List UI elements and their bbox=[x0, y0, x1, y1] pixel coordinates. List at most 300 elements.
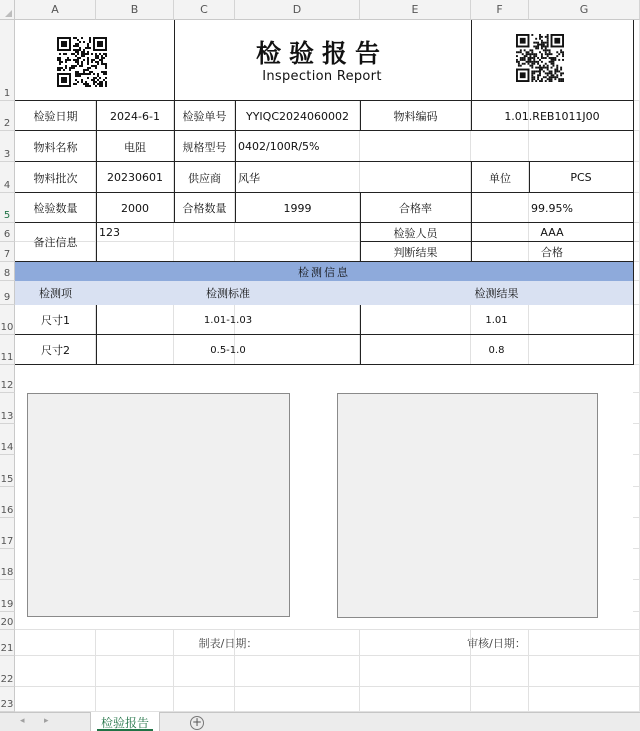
qr-module bbox=[85, 73, 87, 75]
qr-module bbox=[89, 85, 91, 87]
qr-module bbox=[560, 69, 562, 71]
unit-value[interactable]: PCS bbox=[570, 171, 592, 184]
qr-module bbox=[551, 61, 553, 63]
qr-module bbox=[520, 65, 522, 67]
qr-module bbox=[83, 83, 85, 85]
qr-module bbox=[554, 76, 556, 78]
qr-module bbox=[75, 43, 77, 45]
qr-module bbox=[57, 49, 71, 51]
qr-module bbox=[79, 65, 81, 67]
qr-module bbox=[535, 42, 537, 44]
row-header-22[interactable]: 22 bbox=[0, 656, 15, 687]
select-all-corner[interactable] bbox=[0, 0, 15, 20]
qr-module bbox=[87, 67, 89, 69]
qr-module bbox=[545, 47, 547, 49]
qr-module bbox=[57, 59, 59, 61]
row-header-20[interactable]: 20 bbox=[0, 612, 15, 630]
qr-module bbox=[83, 73, 85, 75]
detect-row-item: 尺寸1 bbox=[41, 314, 70, 327]
qr-module bbox=[562, 72, 564, 74]
qr-module bbox=[535, 46, 537, 48]
qr-module bbox=[105, 63, 107, 65]
qr-module bbox=[93, 49, 107, 51]
batch-value[interactable]: 20230601 bbox=[107, 171, 163, 184]
reviewer-date-label: 审核/日期： bbox=[467, 637, 526, 650]
pass-qty-value[interactable]: 1999 bbox=[283, 201, 312, 215]
qr-module bbox=[105, 81, 107, 83]
qr-module bbox=[73, 45, 75, 47]
row-header-2[interactable]: 2 bbox=[0, 101, 15, 131]
qr-module bbox=[545, 67, 547, 69]
qr-module bbox=[531, 49, 533, 51]
qr-module bbox=[560, 74, 562, 76]
qr-module bbox=[57, 37, 59, 51]
qr-module bbox=[75, 65, 77, 67]
qr-module bbox=[551, 63, 553, 65]
qr-module bbox=[91, 59, 93, 61]
photo-placeholder-right[interactable] bbox=[337, 393, 598, 618]
row-header-16[interactable]: 16 bbox=[0, 487, 15, 518]
qr-module bbox=[81, 65, 83, 67]
row-header-21[interactable]: 21 bbox=[0, 630, 15, 656]
qr-module bbox=[105, 71, 107, 73]
qr-module bbox=[556, 67, 558, 69]
qr-module bbox=[535, 38, 537, 40]
qr-module bbox=[89, 41, 91, 43]
row-header-10[interactable]: 10 bbox=[0, 305, 15, 335]
detect-header-standard: 检测标准 bbox=[206, 287, 250, 300]
row-header-23[interactable]: 23 bbox=[0, 687, 15, 712]
row-header-8[interactable]: 8 bbox=[0, 262, 15, 281]
qr-module bbox=[551, 59, 553, 61]
qr-module bbox=[528, 59, 530, 61]
qr-module bbox=[103, 73, 105, 75]
qr-module bbox=[93, 79, 95, 81]
qr-module bbox=[91, 65, 93, 67]
qr-module bbox=[89, 67, 91, 69]
table-border bbox=[633, 20, 634, 365]
qr-module bbox=[535, 67, 537, 69]
qr-module bbox=[545, 72, 547, 74]
qty-label: 检验数量 bbox=[33, 202, 78, 215]
qr-module bbox=[57, 67, 59, 69]
qr-module bbox=[83, 71, 85, 73]
row-header-9[interactable]: 9 bbox=[0, 281, 15, 305]
unit-label: 单位 bbox=[489, 171, 511, 185]
detect-row-standard[interactable]: 0.5-1.0 bbox=[210, 344, 246, 356]
qr-module bbox=[537, 42, 539, 44]
qr-code-right-icon bbox=[516, 34, 564, 82]
qr-module bbox=[105, 77, 107, 79]
pass-rate-value[interactable]: 99.95% bbox=[531, 201, 573, 215]
qr-module bbox=[87, 59, 89, 61]
qr-module bbox=[537, 61, 539, 63]
qr-module bbox=[75, 45, 77, 47]
row-header-3[interactable]: 3 bbox=[0, 131, 15, 162]
qr-module bbox=[79, 73, 81, 75]
detect-row-result[interactable]: 0.8 bbox=[488, 344, 505, 356]
qr-module bbox=[551, 70, 553, 72]
qr-module bbox=[95, 67, 97, 69]
prev-sheet-icon[interactable]: ◂ bbox=[20, 716, 25, 726]
qr-module bbox=[103, 57, 105, 59]
row-header-1[interactable]: 1 bbox=[0, 20, 15, 101]
qr-module bbox=[93, 73, 95, 75]
qr-module bbox=[97, 75, 99, 77]
qr-module bbox=[75, 75, 77, 77]
column-header-c[interactable]: C bbox=[174, 0, 235, 20]
qr-module bbox=[69, 37, 71, 51]
qr-module bbox=[551, 78, 553, 80]
qr-module bbox=[531, 72, 533, 74]
qr-module bbox=[541, 44, 543, 46]
qr-module bbox=[73, 67, 75, 69]
qr-module bbox=[526, 61, 528, 63]
judge-label: 判断结果 bbox=[393, 245, 438, 259]
qr-module bbox=[87, 45, 89, 47]
qr-module bbox=[552, 59, 554, 61]
inspect-date-label: 检验日期 bbox=[33, 110, 78, 123]
qr-module bbox=[69, 69, 71, 71]
qr-module bbox=[95, 85, 97, 87]
next-sheet-icon[interactable]: ▸ bbox=[44, 716, 49, 726]
qr-module bbox=[560, 67, 562, 69]
qr-module bbox=[539, 51, 541, 53]
qr-module bbox=[539, 70, 541, 72]
qr-module bbox=[83, 59, 85, 61]
column-header-g[interactable]: G bbox=[529, 0, 640, 20]
pass-qty-label: 合格数量 bbox=[182, 202, 227, 215]
qr-module bbox=[61, 77, 67, 83]
qr-module bbox=[81, 63, 83, 65]
spec-label: 规格型号 bbox=[182, 140, 227, 154]
qr-module bbox=[103, 71, 105, 73]
qr-module bbox=[528, 57, 530, 59]
qr-module bbox=[75, 49, 77, 51]
qty-value[interactable]: 2000 bbox=[121, 201, 149, 215]
qr-module bbox=[516, 80, 529, 82]
judge-value[interactable]: 合格 bbox=[541, 245, 563, 259]
qr-module bbox=[533, 53, 535, 55]
qr-module bbox=[526, 55, 528, 57]
material-name-value[interactable]: 电阻 bbox=[124, 140, 146, 154]
qr-module bbox=[71, 67, 73, 69]
qr-module bbox=[97, 83, 99, 85]
qr-module bbox=[87, 61, 89, 63]
qr-module bbox=[95, 81, 97, 83]
qr-module bbox=[529, 55, 531, 57]
qr-module bbox=[560, 72, 562, 74]
qr-module bbox=[81, 61, 83, 63]
qr-module bbox=[81, 37, 83, 39]
qr-module bbox=[73, 53, 75, 55]
row-header-17[interactable]: 17 bbox=[0, 518, 15, 549]
qr-module bbox=[520, 38, 526, 44]
qr-module bbox=[533, 55, 535, 57]
material-code-label: 物料编码 bbox=[393, 110, 438, 123]
qr-module bbox=[520, 51, 522, 53]
qr-module bbox=[89, 37, 91, 39]
qr-module bbox=[539, 65, 541, 67]
qr-module bbox=[65, 67, 67, 69]
qr-module bbox=[97, 73, 99, 75]
qr-module bbox=[79, 57, 81, 59]
qr-module bbox=[524, 55, 526, 57]
qr-module bbox=[545, 49, 547, 51]
detect-header-result: 检测结果 bbox=[474, 287, 519, 300]
qr-module bbox=[526, 51, 528, 53]
qr-module bbox=[560, 78, 562, 80]
qr-module bbox=[531, 80, 533, 82]
qr-module bbox=[105, 65, 107, 67]
row-header-11[interactable]: 11 bbox=[0, 335, 15, 365]
qr-module bbox=[543, 76, 545, 78]
qr-module bbox=[541, 36, 543, 38]
qr-module bbox=[97, 61, 99, 63]
qr-module bbox=[531, 63, 533, 65]
qr-module bbox=[545, 51, 547, 53]
qr-module bbox=[95, 65, 97, 67]
qr-module bbox=[63, 53, 65, 55]
qr-module bbox=[547, 67, 549, 69]
qr-module bbox=[556, 55, 558, 57]
qr-module bbox=[65, 53, 67, 55]
qr-module bbox=[562, 80, 564, 82]
row-header-14[interactable]: 14 bbox=[0, 424, 15, 455]
add-sheet-icon[interactable]: + bbox=[191, 715, 203, 729]
qr-module bbox=[537, 46, 539, 48]
qr-module bbox=[541, 67, 543, 69]
qr-module bbox=[73, 49, 75, 51]
qr-module bbox=[75, 79, 77, 81]
qr-module bbox=[101, 85, 103, 87]
remark-value[interactable]: 123 bbox=[99, 226, 120, 239]
qr-module bbox=[69, 73, 71, 87]
qr-module bbox=[93, 65, 95, 67]
qr-module bbox=[533, 59, 535, 61]
column-header-e[interactable]: E bbox=[360, 0, 471, 20]
row-header-4[interactable]: 4 bbox=[0, 162, 15, 193]
qr-module bbox=[77, 61, 79, 63]
qr-module bbox=[549, 49, 551, 51]
qr-module bbox=[524, 57, 526, 59]
qr-module bbox=[103, 63, 105, 65]
qr-module bbox=[57, 57, 59, 59]
qr-module bbox=[551, 67, 553, 69]
qr-module bbox=[545, 63, 547, 65]
qr-module bbox=[516, 55, 518, 57]
qr-module bbox=[85, 81, 87, 83]
qr-module bbox=[556, 69, 558, 71]
gridline bbox=[15, 686, 640, 687]
qr-module bbox=[99, 77, 101, 79]
qr-module bbox=[535, 70, 537, 72]
qr-module bbox=[87, 73, 89, 75]
qr-module bbox=[87, 47, 89, 49]
qr-module bbox=[95, 57, 97, 59]
qr-module bbox=[101, 59, 103, 61]
column-header-a[interactable]: A bbox=[15, 0, 96, 20]
qr-module bbox=[552, 65, 554, 67]
inspect-no-value[interactable]: YYIQC2024060002 bbox=[245, 109, 349, 123]
row-header-6[interactable]: 6 bbox=[0, 223, 15, 242]
qr-module bbox=[560, 80, 562, 82]
detect-row-item: 尺寸2 bbox=[41, 344, 70, 357]
qr-module bbox=[537, 63, 539, 65]
qr-module bbox=[533, 63, 535, 65]
qr-module bbox=[549, 72, 551, 74]
qr-module bbox=[551, 80, 553, 82]
report-title: 检验报告 bbox=[255, 39, 388, 68]
qr-module bbox=[105, 85, 107, 87]
detect-row-result[interactable]: 1.01 bbox=[485, 314, 508, 326]
row-header-15[interactable]: 15 bbox=[0, 455, 15, 487]
qr-module bbox=[99, 81, 101, 83]
detect-header-item: 检测项 bbox=[39, 287, 72, 300]
column-header-b[interactable]: B bbox=[96, 0, 174, 20]
inspector-label: 检验人员 bbox=[393, 226, 438, 240]
qr-module bbox=[93, 37, 95, 51]
qr-module bbox=[533, 61, 535, 63]
qr-module bbox=[99, 85, 101, 87]
qr-module bbox=[541, 80, 543, 82]
qr-module bbox=[531, 70, 533, 72]
qr-module bbox=[81, 51, 83, 53]
qr-module bbox=[545, 76, 547, 78]
photo-placeholder-left[interactable] bbox=[27, 393, 290, 617]
qr-module bbox=[531, 61, 533, 63]
qr-module bbox=[81, 79, 83, 81]
qr-module bbox=[539, 72, 541, 74]
supplier-value[interactable]: 风华 bbox=[238, 171, 260, 185]
qr-module bbox=[79, 75, 81, 77]
qr-module bbox=[549, 61, 551, 63]
column-header-f[interactable]: F bbox=[471, 0, 529, 20]
qr-module bbox=[560, 51, 562, 53]
qr-module bbox=[105, 37, 107, 51]
inspect-date-value[interactable]: 2024-6-1 bbox=[110, 109, 160, 123]
qr-module bbox=[79, 47, 81, 49]
qr-module bbox=[552, 74, 554, 76]
qr-module bbox=[539, 69, 541, 71]
qr-module bbox=[99, 53, 101, 55]
column-header-d[interactable]: D bbox=[235, 0, 360, 20]
qr-module bbox=[547, 46, 549, 48]
row-header-18[interactable]: 18 bbox=[0, 549, 15, 580]
qr-module bbox=[63, 69, 65, 71]
qr-module bbox=[529, 61, 531, 63]
qr-module bbox=[81, 55, 83, 57]
qr-module bbox=[59, 67, 61, 69]
qr-module bbox=[533, 76, 535, 78]
qr-module bbox=[541, 61, 543, 63]
qr-module bbox=[105, 53, 107, 55]
qr-module bbox=[547, 44, 549, 46]
qr-module bbox=[554, 57, 556, 59]
qr-module bbox=[562, 78, 564, 80]
qr-module bbox=[105, 55, 107, 57]
qr-module bbox=[526, 53, 528, 55]
qr-module bbox=[528, 51, 530, 53]
material-code-value[interactable]: 1.01.REB1011J00 bbox=[504, 109, 600, 123]
qr-module bbox=[520, 49, 522, 51]
qr-module bbox=[549, 53, 551, 55]
row-header-19[interactable]: 19 bbox=[0, 580, 15, 612]
maker-date-label: 制表/日期： bbox=[198, 637, 258, 650]
qr-module bbox=[87, 77, 89, 79]
qr-module bbox=[516, 51, 518, 53]
qr-module bbox=[551, 57, 553, 59]
qr-module bbox=[87, 85, 89, 87]
qr-module bbox=[531, 76, 533, 78]
qr-module bbox=[65, 65, 67, 67]
qr-module bbox=[547, 38, 549, 40]
qr-module bbox=[545, 80, 547, 82]
qr-module bbox=[552, 57, 554, 59]
qr-module bbox=[69, 59, 71, 61]
sheet-tab-active[interactable]: 检验报告 bbox=[90, 712, 160, 731]
row-header-7[interactable]: 7 bbox=[0, 242, 15, 262]
qr-module bbox=[75, 73, 77, 75]
qr-module bbox=[547, 78, 549, 80]
qr-module bbox=[87, 51, 89, 53]
qr-module bbox=[541, 78, 543, 80]
qr-module bbox=[543, 44, 545, 46]
qr-module bbox=[537, 67, 539, 69]
qr-module bbox=[91, 53, 93, 55]
qr-module bbox=[535, 55, 537, 57]
qr-module bbox=[518, 63, 520, 65]
qr-module bbox=[73, 83, 75, 85]
qr-module bbox=[537, 44, 539, 46]
row-header-12[interactable]: 12 bbox=[0, 365, 15, 393]
qr-module bbox=[529, 59, 531, 61]
qr-module bbox=[543, 49, 545, 51]
qr-module bbox=[551, 46, 564, 48]
qr-module bbox=[91, 61, 93, 63]
qr-module bbox=[539, 34, 541, 36]
inspector-value[interactable]: AAA bbox=[540, 226, 564, 239]
qr-module bbox=[541, 40, 543, 42]
detect-row-standard[interactable]: 1.01-1.03 bbox=[203, 314, 253, 326]
qr-module bbox=[67, 57, 69, 59]
qr-module bbox=[75, 61, 77, 63]
qr-module bbox=[97, 57, 99, 59]
qr-module bbox=[77, 45, 79, 47]
qr-module bbox=[105, 83, 107, 85]
qr-module bbox=[85, 83, 87, 85]
qr-module bbox=[77, 57, 79, 59]
qr-module bbox=[83, 41, 85, 43]
qr-module bbox=[77, 71, 79, 73]
qr-module bbox=[85, 85, 87, 87]
qr-module bbox=[59, 59, 61, 61]
row-header-5[interactable]: 5 bbox=[0, 193, 15, 223]
row-header-13[interactable]: 13 bbox=[0, 393, 15, 424]
spec-value[interactable]: 0402/100R/5% bbox=[238, 140, 320, 153]
qr-module bbox=[558, 53, 560, 55]
qr-module bbox=[89, 73, 91, 75]
qr-module bbox=[57, 73, 59, 87]
qr-module bbox=[551, 74, 553, 76]
batch-label: 物料批次 bbox=[33, 171, 78, 185]
qr-module bbox=[558, 59, 560, 61]
qr-module bbox=[554, 69, 556, 71]
qr-module bbox=[93, 37, 107, 39]
qr-module bbox=[518, 51, 520, 53]
qr-module bbox=[539, 67, 541, 69]
qr-module bbox=[522, 57, 524, 59]
